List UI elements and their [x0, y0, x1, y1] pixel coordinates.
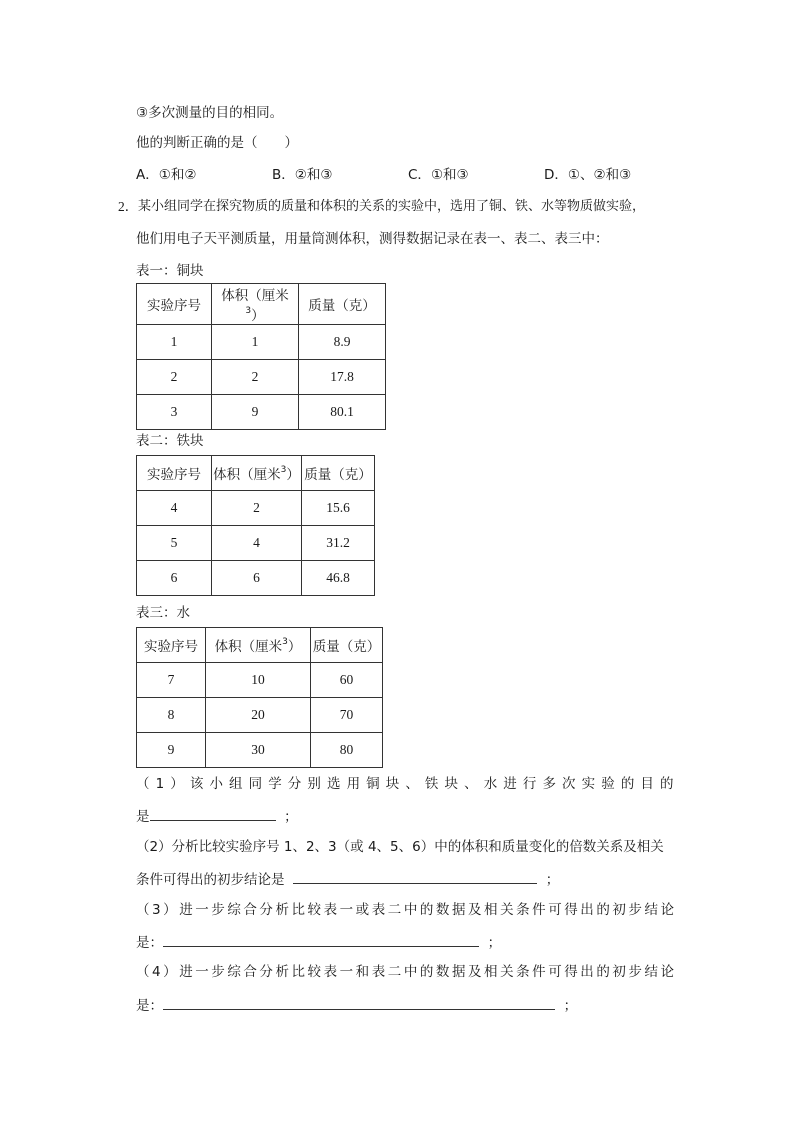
subq2-line1: （2）分析比较实验序号 1、2、3（或 4、5、6）中的体积和质量变化的倍数关系及相关 — [136, 839, 664, 855]
answer-blank-4[interactable] — [163, 995, 555, 1010]
table-cell: 46.8 — [302, 561, 375, 596]
subq1-line1: （1）该小组同学分别选用铜块、铁块、水进行多次实验的目的 — [136, 776, 674, 792]
table-cell: 10 — [206, 663, 311, 698]
table-cell: 7 — [137, 663, 206, 698]
table-row — [137, 360, 386, 395]
option-a-label: A． — [136, 167, 159, 183]
subq3-line1: （3）进一步综合分析比较表一或表二中的数据及相关条件可得出的初步结论 — [136, 902, 674, 918]
superscript-3: 3 — [245, 305, 252, 316]
subq2-prefix: 条件可得出的初步结论是 — [136, 872, 285, 888]
subq2-suffix: ； — [545, 872, 560, 888]
question-number: 2． — [118, 199, 139, 214]
table-header-row — [137, 284, 386, 325]
question-stem-line1: 某小组同学在探究物质的质量和体积的关系的实验中，选用了铜、铁、水等物质做实验， — [138, 199, 646, 214]
table-row — [137, 698, 383, 733]
table2-caption: 表二：铁块 — [136, 433, 204, 449]
option-b[interactable] — [272, 163, 332, 183]
header-cell-volume: 体积（厘米$^3$） — [212, 284, 299, 325]
table-header-row — [137, 628, 383, 663]
table-row — [137, 395, 386, 430]
table-cell: 2 — [212, 360, 299, 395]
header-volume-text: 体积（厘米 — [214, 639, 283, 655]
subq1-line2 — [136, 806, 298, 826]
header-volume-text: 体积（厘米 — [213, 467, 281, 483]
option-a-text: ①和② — [158, 167, 197, 183]
subq2-line2 — [136, 869, 559, 889]
answer-blank-2[interactable] — [293, 869, 537, 884]
header-cell: 实验序号 — [137, 628, 206, 663]
question-prompt: 他的判断正确的是（ ） — [136, 135, 298, 151]
subq4-suffix: ； — [563, 998, 578, 1014]
table-cell: 2 — [212, 491, 302, 526]
table-row — [137, 663, 383, 698]
table-cell: 20 — [206, 698, 311, 733]
subq3-prefix: 是： — [136, 935, 163, 951]
table-row — [137, 561, 375, 596]
question-stem-line2: 他们用电子天平测质量，用量筒测体积，测得数据记录在表一、表二、表三中： — [136, 231, 609, 247]
option-b-label: B． — [272, 167, 295, 183]
header-cell-volume: 体积（厘米$^3$） — [212, 456, 302, 491]
header-cell: 质量（克） — [302, 456, 375, 491]
option-d[interactable] — [544, 163, 631, 183]
table-row — [137, 733, 383, 768]
table-cell: 1 — [137, 325, 212, 360]
header-cell: 质量（克） — [311, 628, 383, 663]
statement-3: ③多次测量的目的相同。 — [136, 105, 284, 121]
table-water — [136, 627, 383, 768]
option-d-label: D． — [544, 167, 568, 183]
table-cell: 6 — [137, 561, 212, 596]
table-iron — [136, 455, 375, 596]
table-row — [137, 526, 375, 561]
table-cell: 15.6 — [302, 491, 375, 526]
option-c-text: ①和③ — [430, 167, 469, 183]
subq3-line2 — [136, 932, 501, 952]
option-a[interactable] — [136, 163, 196, 183]
table-cell: 70 — [311, 698, 383, 733]
table-cell: 6 — [212, 561, 302, 596]
table-cell: 1 — [212, 325, 299, 360]
table-cell: 80.1 — [299, 395, 386, 430]
table-cell: 30 — [206, 733, 311, 768]
table-cell: 60 — [311, 663, 383, 698]
table-cell: 5 — [137, 526, 212, 561]
subq4-line1: （4）进一步综合分析比较表一和表二中的数据及相关条件可得出的初步结论 — [136, 964, 674, 980]
superscript-3: 3 — [282, 636, 288, 647]
table-cell: 80 — [311, 733, 383, 768]
header-cell-volume: 体积（厘米$^3$） — [206, 628, 311, 663]
header-cell: 质量（克） — [299, 284, 386, 325]
table-row — [137, 325, 386, 360]
subq4-line2 — [136, 995, 577, 1015]
subq3-suffix: ； — [487, 935, 502, 951]
subq4-prefix: 是： — [136, 998, 163, 1014]
table-cell: 17.8 — [299, 360, 386, 395]
option-c-label: C． — [408, 167, 431, 183]
subq1-prefix: 是 — [136, 809, 150, 825]
answer-blank-3[interactable] — [163, 932, 479, 947]
table-cell: 8 — [137, 698, 206, 733]
table-row — [137, 491, 375, 526]
superscript-3: 3 — [280, 464, 287, 475]
table-cell: 3 — [137, 395, 212, 430]
table-cell: 9 — [212, 395, 299, 430]
header-cell: 实验序号 — [137, 284, 212, 325]
table-copper — [136, 283, 386, 430]
table-cell: 2 — [137, 360, 212, 395]
table-header-row — [137, 456, 375, 491]
table3-caption: 表三：水 — [136, 605, 190, 621]
table-cell: 31.2 — [302, 526, 375, 561]
table1-caption: 表一：铜块 — [136, 263, 204, 279]
option-d-text: ①、②和③ — [567, 167, 632, 183]
subq1-suffix: ； — [284, 809, 298, 825]
table-cell: 4 — [212, 526, 302, 561]
table-cell: 4 — [137, 491, 212, 526]
option-b-text: ②和③ — [294, 167, 333, 183]
answer-blank-1[interactable] — [150, 806, 276, 821]
table-cell: 8.9 — [299, 325, 386, 360]
header-cell: 实验序号 — [137, 456, 212, 491]
option-c[interactable] — [408, 163, 469, 183]
header-volume-text: 体积（厘米 — [221, 288, 289, 304]
table-cell: 9 — [137, 733, 206, 768]
